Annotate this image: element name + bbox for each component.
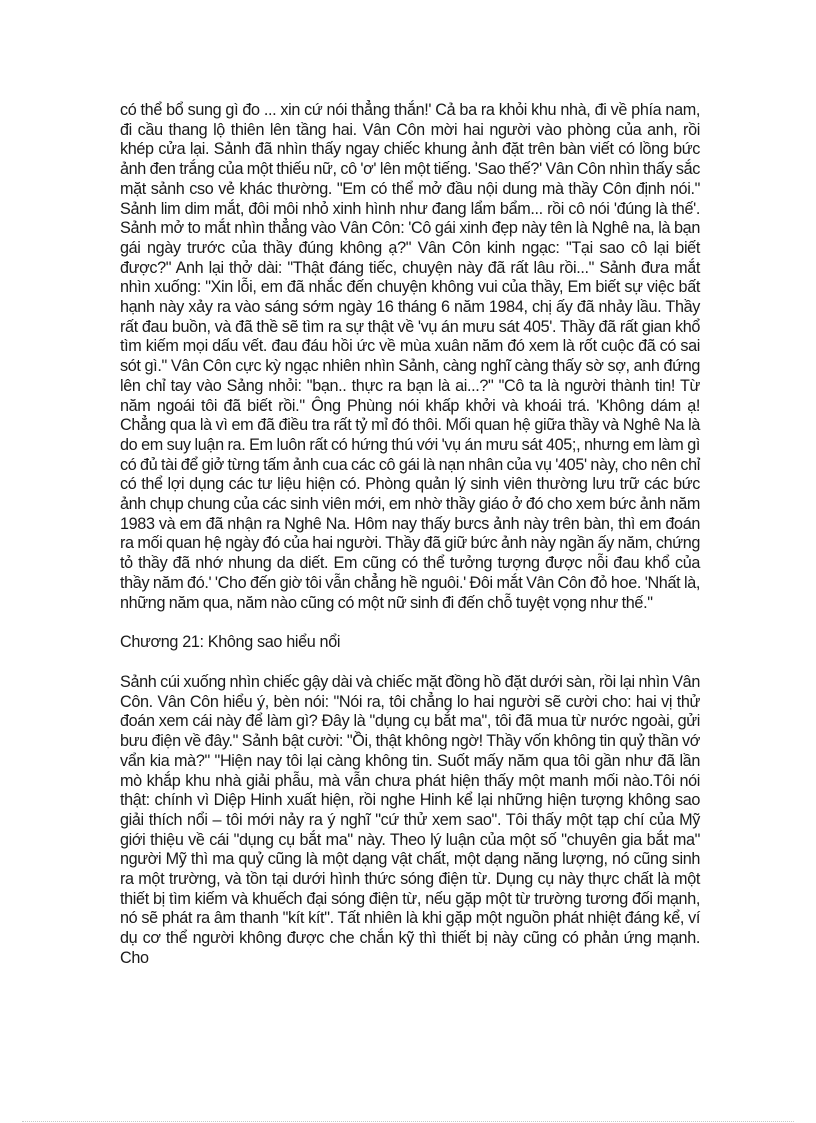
chapter-heading: Chương 21: Không sao hiểu nổi bbox=[120, 633, 341, 652]
paragraph-2: Sảnh cúi xuống nhìn chiếc gậy dài và chiếc mặt đồng hồ đặt dưới sàn, rồi lại nhìn Vân Côn. Vân Côn hiểu ý, bèn nói: "Nói ra, tôi chẳng lo hai người sẽ cười cho: hai vị thử đoán xem cái này để làm gì? Đây là "dụng cụ bắt ma", tôi đã mua từ nước ngoài, gửi bưu điện về đây." Sảnh bật cười: "Ồi, thật không ngờ! Thầy vốn không tin quỷ thần vớ vẩn kia mà?" "Hiện nay tôi lại càng không tin. Suốt mấy năm qua tôi gần như đã lần mò khắp khu nhà giải phẫu, mà vẫn chưa phát hiện thấy một manh mối nào.Tôi nói thật: chính vì Diệp Hinh xuất hiện, rồi nghe Hinh kể lại những hiện tượng không sao giải thích nổi – tôi mới nảy ra ý nghĩ "cứ thử xem sao". Tôi thấy một tạp chí của Mỹ giới thiệu về cái "dụng cụ bắt ma" này. Theo lý luận của một số "chuyên gia bắt ma" người Mỹ thì ma quỷ cũng là một dạng vật chất, một dạng năng lượng, nó cũng sinh ra một trường, và tồn tại dưới hình thức sóng điện từ. Dụng cụ này thực chất là một thiết bị tìm kiếm và khuếch đại sóng điện từ, nếu gặp một từ trường tương đối mạnh, nó sẽ phát ra âm thanh "kít kít". Tất nhiên là khi gặp một nguồn phát nhiệt đáng kể, ví dụ cơ thể người không được che chắn kỹ thì thiết bị này cũng có phản ứng mạnh. Cho bbox=[120, 672, 700, 967]
paragraph-1: có thể bổ sung gì đo ... xin cứ nói thẳng thắn!' Cả ba ra khỏi khu nhà, đi về phía nam, đi cầu thang lộ thiên lên tầng hai. Vân Côn mời hai người vào phòng của anh, rồi khép cửa lại. Sảnh đã nhìn thấy ngay chiếc khung ảnh đặt trên bàn viết có lồng bức ảnh đen trắng của một thiếu nữ, cô 'ơ' lên một tiếng. 'Sao thế?' Vân Côn nhìn thấy sắc mặt sảnh cso vẻ khác thường. "Em có thể mở đầu nội dung mà thầy Côn định nói." Sảnh lim dim mắt, đôi môi nhỏ xinh hình như đang lẩm bẩm... rồi cô nói 'đúng là thế'. Sảnh mở to mắt nhìn thẳng vào Vân Côn: 'Cô gái xinh đẹp này tên là Nghê na, là bạn gái ngày trước của thầy đúng không ạ?" Vân Côn kinh ngạc: "Tại sao cô lại biết được?" Anh lại thở dài: "Thật đáng tiếc, chuyện này đã rất lâu rồi..." Sảnh đưa mắt nhìn xuống: "Xin lỗi, em đã nhắc đến chuyện không vui của thầy, Em biết sự việc bất hạnh này xảy ra vào sáng sớm ngày 16 tháng 6 năm 1984, chị ấy đã nhảy lầu. Thầy rất đau buồn, và đã thề sẽ tìm ra sự thật về 'vụ án mưu sát 405'. Thầy đã rất gian khổ tìm kiếm mọi dấu vết. đau đáu hồi ức về mùa xuân năm đó xem là rốt cuộc đã có sai sót gì." Vân Côn cực kỳ ngạc nhiên nhìn Sảnh, càng nghĩ càng thấy sờ sợ, anh đứng lên chỉ tay vào Sảng nhỏi: "bạn.. thực ra bạn là ai...?" "Cô ta là người thành tin! Từ năm ngoái tôi đã biết rồi." Ông Phùng nói khấp khởi và khoái trá. 'Không dám ạ! Chẳng qua là vì em đã điều tra rất tỷ mỉ đó thôi. Mối quan hệ giữa thầy và Nghê Na là do em suy luận ra. Em luôn rất có hứng thú với 'vụ án mưu sát 405;, nhưng em làm gì có đủ tài để giở từng tấm ảnh cua các cô gái là nạn nhân của vụ '405' này, cho nên chỉ có thể lợi dụng các tư liệu hiện có. Phòng quản lý sinh viên thường lưu trữ các bức ảnh chụp chung của các sinh viên mới, em nhờ thầy giáo ở đó cho xem bức ảnh năm 1983 và em đã nhận ra Nghê Na. Hôm nay thấy bưcs ảnh này trên bàn, thì em đoán ra mối quan hệ ngày đó của hai người. Thầy đã giữ bức ảnh này ngần ấy năm, chứng tỏ thầy đã nhớ nhung da diết. Em cũng có thể tưởng tượng được nỗi đau khổ của thầy năm đó.' 'Cho đến giờ tôi vẫn chẳng hề nguôi.' Đôi mắt Vân Côn đỏ hoe. 'Nhất là, những năm qua, năm nào cũng có một nữ sinh đi đến chỗ tuyệt vọng như thế." bbox=[120, 101, 701, 612]
page-bottom-divider bbox=[22, 1121, 794, 1122]
document-body bbox=[120, 101, 700, 969]
